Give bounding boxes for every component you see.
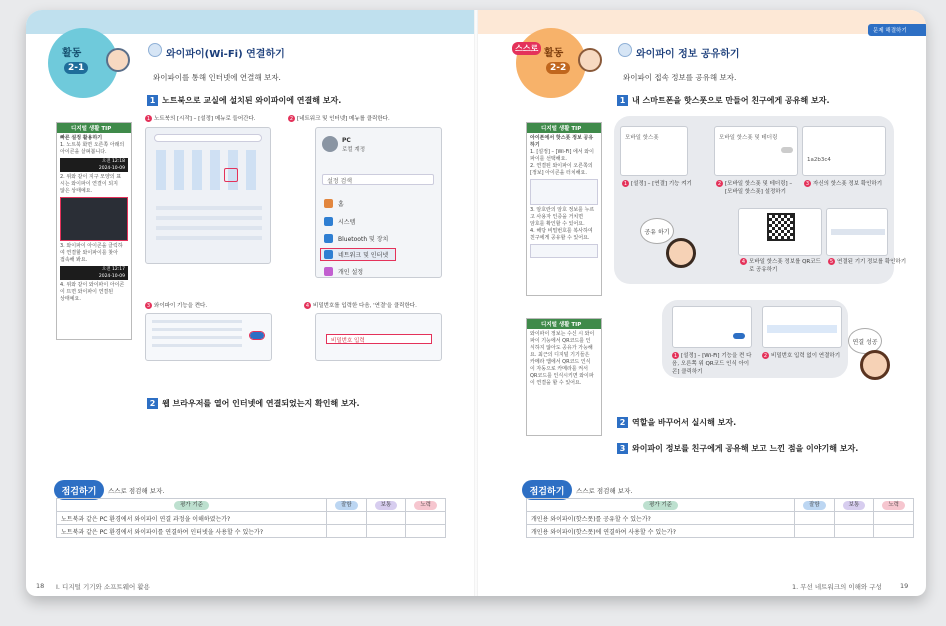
tip-line: 요. 최근의 디지털 기기들은: [530, 352, 590, 358]
tip-line: 3. 암호란의 암호 정보를 누르: [530, 207, 595, 213]
check-cell[interactable]: [874, 525, 914, 538]
wifi-list-lines: [152, 320, 242, 352]
binoculars-illustration: [106, 48, 130, 72]
step-2-text: 웹 브라우저를 열어 인터넷에 연결되었는지 확인해 보자.: [162, 399, 360, 408]
tip-line: 시는 와이파이 연결이 되지: [60, 181, 118, 187]
step-1-text: 노트북으로 교실에 설치된 와이파이에 연결해 보자.: [162, 96, 342, 105]
col-avg: 보통: [375, 501, 398, 510]
left-page-number: 18: [36, 582, 45, 590]
tip-line: 이 연결을 할 수 있어요.: [530, 380, 582, 386]
iphone-wifi-mini-shot: [530, 179, 598, 205]
right-check-sub: 스스로 점검해 보자.: [576, 487, 633, 495]
phone-shot-2: [714, 126, 798, 176]
boy-character: [666, 238, 696, 268]
settings-item-system[interactable]: 시스템: [338, 219, 356, 226]
right-tip2-head-text: 디지털 생활 TIP: [541, 322, 582, 328]
right-step-3-number: 3: [617, 443, 628, 454]
caption-3: 와이파이 기능을 켠다.: [154, 303, 208, 309]
tip-line: 3. 와이파이 아이콘을 클릭하: [60, 243, 123, 249]
check-cell[interactable]: [327, 512, 367, 525]
right-check-label: 점검하기: [529, 486, 565, 497]
settings-search-placeholder: 설정 검색: [327, 178, 353, 185]
settings-search-input[interactable]: [322, 174, 434, 185]
caption-badge-4: 4: [305, 302, 310, 309]
settings-item-personalize[interactable]: 개인 설정: [338, 269, 364, 276]
eval-row: 노트북과 같은 PC 환경에서 와이파이 연결 과정을 이해하였는가?: [57, 512, 327, 525]
r-col-good: 잘함: [803, 501, 826, 510]
right-step-3-text: 와이파이 정보를 친구에게 공유해 보고 느낀 점을 이야기해 보자.: [632, 444, 859, 453]
auto-connect-shot: [762, 306, 842, 348]
girl-character: [860, 350, 890, 380]
r-caption-4a: 모바일 핫스폿 정보를 QR코드: [749, 259, 821, 265]
qr-code-image: [767, 213, 795, 241]
left-title: 와이파이(Wi-Fi) 연결하기: [166, 49, 285, 60]
right-step-1: [617, 95, 830, 106]
check-cell[interactable]: [366, 525, 406, 538]
settings-pc-label: PC: [342, 137, 351, 144]
tip-line: 않은 상태예요.: [60, 188, 93, 194]
col-good: 잘함: [335, 501, 358, 510]
col-effort: 노력: [414, 501, 437, 510]
left-intro: 와이파이를 통해 인터넷에 연결해 보자.: [153, 73, 281, 82]
eval-row: 개인용 와이파이(핫스폿)를 공유할 수 있는가?: [527, 512, 795, 525]
r-caption-2a: [모바일 핫스폿 및 테더링] –: [725, 181, 793, 187]
r-col-effort: 노력: [882, 501, 905, 510]
r-badge-4: 4: [741, 258, 746, 265]
right-tip-box-1: [526, 122, 602, 296]
activity-number: 2-1: [64, 62, 88, 74]
left-step-2: [147, 398, 360, 409]
check-cell[interactable]: [795, 525, 835, 538]
caption-badge-1: 1: [146, 115, 151, 122]
r-caption-2b: [모바일 핫스폿] 설정하기: [725, 189, 786, 195]
eval-row: 개인용 와이파이(핫스폿)에 연결하여 사용할 수 있는가?: [527, 525, 795, 538]
right-footer-text: 1. 무선 네트워크의 이해와 구성: [792, 583, 882, 591]
textbook-spread: [26, 10, 926, 596]
wifi-on-toggle[interactable]: [733, 333, 745, 339]
taskbar-clock-1: [60, 158, 128, 172]
settings-pc-sub: 로컬 계정: [342, 147, 366, 153]
r-caption-6c: 콘] 클릭하기: [672, 369, 703, 375]
r-caption-7: 비밀번호 입력 없이 연결하기: [771, 353, 841, 359]
clock-time-1: 오전 12:18: [101, 159, 125, 164]
wifi-toggle-switch[interactable]: [250, 332, 264, 339]
tip-line: 4. 해당 비밀번호를 복사하여: [530, 228, 593, 234]
check-cell[interactable]: [834, 525, 874, 538]
personalize-icon: [324, 267, 333, 276]
right-step-2-number: 2: [617, 417, 628, 428]
r-caption-6a: [설정] – [Wi-Fi] 기능을 켠 다: [681, 353, 752, 359]
system-icon: [324, 217, 333, 226]
caption-badge-2: 2: [289, 115, 294, 122]
caption-badge-3: 3: [146, 302, 151, 309]
left-check-label: 점검하기: [61, 486, 97, 497]
step-2-number: 2: [147, 398, 158, 409]
hotspot-password: 1a2b3c4: [807, 157, 831, 163]
r-badge-6: 1: [673, 352, 678, 359]
tip-line: 4. 위와 같이 와이파이 아이콘: [60, 282, 125, 288]
r-criteria-header: 평가 기준: [643, 501, 678, 510]
caption-1: 노트북의 [시작] – [설정] 메뉴로 들어간다.: [154, 116, 256, 122]
device-entry: [831, 229, 885, 235]
user-avatar-icon: [322, 136, 338, 152]
wifi-toggle-screenshot: [145, 313, 272, 361]
tip-line: 2. 위와 같이 지구 모양의 표: [60, 174, 122, 180]
right-tip1-head-text: 디지털 생활 TIP: [541, 126, 582, 132]
left-step-1: [147, 95, 341, 106]
tip-line: [정보] 아이콘을 터치해요.: [530, 170, 587, 176]
password-mini-shot: [530, 244, 598, 258]
share-icon: [618, 43, 632, 57]
connected-network-row: [767, 325, 837, 333]
step-1-number: 1: [147, 95, 158, 106]
settings-app-highlight[interactable]: [224, 168, 238, 182]
password-screenshot: [315, 313, 442, 361]
bubble-share-text: 공유 하기: [644, 228, 670, 236]
right-tip1-head: [527, 123, 601, 133]
clock-time-2: 오전 12:17: [101, 267, 125, 272]
r-caption-4b: 로 공유하기: [749, 267, 778, 273]
self-badge: 스스로: [512, 42, 541, 55]
left-tip-title: 빠른 설정 활용하기: [60, 135, 103, 141]
hotspot-toggle[interactable]: [781, 147, 793, 153]
corner-tab[interactable]: [868, 24, 926, 36]
home-icon: [324, 199, 333, 208]
tip-line: 상태예요.: [60, 296, 81, 302]
left-eval-table: [56, 498, 446, 538]
left-tip-head: [57, 123, 131, 133]
qr-code-shot: [738, 208, 822, 256]
pinned-apps-grid: [156, 150, 262, 190]
settings-item-network[interactable]: 네트워크 및 인터넷: [338, 252, 389, 259]
caption-2: [네트워크 및 인터넷] 메뉴를 클릭한다.: [297, 116, 390, 122]
right-title: 와이파이 정보 공유하기: [636, 49, 740, 60]
check-cell[interactable]: [834, 512, 874, 525]
phone-shot-3: [802, 126, 886, 176]
settings-screenshot: [315, 127, 442, 278]
right-intro: 와이파이 접속 정보를 공유해 보자.: [623, 73, 737, 82]
right-step-3: [617, 443, 858, 454]
r-badge-7: 2: [763, 352, 768, 359]
start-menu-screenshot: [145, 127, 271, 264]
left-check-badge: [54, 480, 104, 500]
r-badge-3: 3: [805, 180, 810, 187]
network-icon: [324, 250, 333, 259]
r-caption-1: [설정] – [연결] 기능 켜기: [631, 181, 692, 187]
tip-line: 암호를 확인할 수 있어요.: [530, 221, 585, 227]
right-step-1-number: 1: [617, 95, 628, 106]
phone-shot-1: [620, 126, 688, 176]
caption-4: 비밀번호를 입력한 다음, '연결'을 클릭한다.: [313, 303, 417, 309]
password-placeholder: 비밀번호 입력: [331, 338, 365, 344]
tip-line: 아이콘을 살펴봅니다.: [60, 149, 107, 155]
right-step-2-text: 역할을 바꾸어서 실시해 보자.: [632, 418, 737, 427]
right-activity-label: 활동: [544, 48, 564, 59]
check-cell[interactable]: [406, 512, 446, 525]
check-cell[interactable]: [406, 525, 446, 538]
tip-line: 고 사용자 인증을 거치면: [530, 214, 584, 220]
tip-line: 식하지 않아도 공유가 가능해: [530, 345, 593, 351]
check-cell[interactable]: [874, 512, 914, 525]
settings-item-home[interactable]: 홈: [338, 201, 344, 208]
tip-line: 1. 노트북 화면 오른쪽 아래의: [60, 142, 125, 148]
right-activity-number: 2-2: [546, 62, 570, 74]
check-cell[interactable]: [795, 512, 835, 525]
check-cell[interactable]: [366, 512, 406, 525]
r-badge-2: 2: [717, 180, 722, 187]
speech-bubble-share: [640, 218, 674, 244]
left-tip-box: [56, 122, 132, 340]
right-step-2: [617, 417, 736, 428]
tip-line: 파이를 선택해요.: [530, 156, 567, 162]
right-step-1-text: 내 스마트폰을 핫스폿으로 만들어 친구에게 공유해 보자.: [632, 96, 830, 105]
tip-line: 여 연결할 와이파이를 찾아: [60, 250, 118, 256]
left-tip-head-text: 디지털 생활 TIP: [71, 126, 112, 132]
start-search-bar[interactable]: [154, 134, 262, 142]
right-eval-table: [526, 498, 914, 538]
tip-line: QR코드를 인식시키면 와이파: [530, 373, 594, 379]
right-check-badge: [522, 480, 572, 500]
activity-label: 활동: [62, 48, 82, 59]
tip-line: 이 자동으로 카메라를 켜서: [530, 366, 588, 372]
check-cell[interactable]: [327, 525, 367, 538]
clock-date-1: 2024-10-09: [98, 166, 125, 171]
taskbar-clock-2: [60, 266, 128, 280]
quick-settings-panel: [60, 197, 128, 241]
tip-line: 1. [설정] – [Wi-Fi] 에서 와이: [530, 149, 594, 155]
tip-line: 접속해 봐요.: [60, 257, 88, 263]
page-gutter: [474, 10, 478, 596]
connected-device-shot: [826, 208, 888, 256]
bluetooth-icon: [324, 234, 333, 243]
tip-line: 2. 연결된 와이파이 오른쪽의: [530, 163, 593, 169]
clock-date-2: 2024-10-09: [98, 274, 125, 279]
r-col-avg: 보통: [843, 501, 866, 510]
right-tip2-head: [527, 319, 601, 329]
tip-line: 와이파이 정보는 수신 시 와이: [530, 331, 595, 337]
phone1-line: 모바일 핫스폿: [625, 135, 659, 141]
phone2-title: 모바일 핫스폿 및 테더링: [719, 135, 778, 141]
eval-row: 노트북과 같은 PC 환경에서 와이파이를 연결하여 인터넷을 사용할 수 있는가?: [57, 525, 327, 538]
r-caption-5: 연결된 기기 정보를 확인하기: [837, 259, 907, 265]
criteria-header: 평가 기준: [174, 501, 209, 510]
left-footer-text: I. 디지털 기기와 소프트웨어 활용: [56, 583, 150, 591]
r-badge-1: 1: [623, 180, 628, 187]
tip-line: 파이 기능에서 QR코드를 인: [530, 338, 591, 344]
tip-line: 하기: [530, 142, 540, 148]
tip-line: 이 뜨면 와이파이 연결된: [60, 289, 114, 295]
corner-tab-label: 문제 해결하기: [873, 28, 907, 34]
r-caption-6b: 음, 오른쪽 위 QR코드 인식 아이: [672, 361, 750, 367]
tip-line: 친구에게 공유할 수 있어요.: [530, 235, 590, 241]
password-field[interactable]: [326, 334, 432, 344]
right-page-number: 19: [900, 582, 909, 590]
left-check-sub: 스스로 점검해 보자.: [108, 487, 165, 495]
wifi-qr-scan-shot: [672, 306, 752, 348]
settings-item-bluetooth[interactable]: Bluetooth 및 장치: [338, 236, 389, 243]
recommended-list: [156, 206, 262, 246]
tip-line: 아이폰에서 핫스폿 정보 공유: [530, 135, 594, 141]
right-tip-box-2: [526, 318, 602, 436]
wifi-icon: [148, 43, 162, 57]
bubble-connected-text: 연결 성공: [852, 338, 878, 346]
r-badge-5: 5: [829, 258, 834, 265]
student-illustration: [578, 48, 602, 72]
r-caption-3: 자신의 핫스폿 정보 확인하기: [813, 181, 883, 187]
tip-line: 카메라 앱에서 QR코드 인식: [530, 359, 591, 365]
